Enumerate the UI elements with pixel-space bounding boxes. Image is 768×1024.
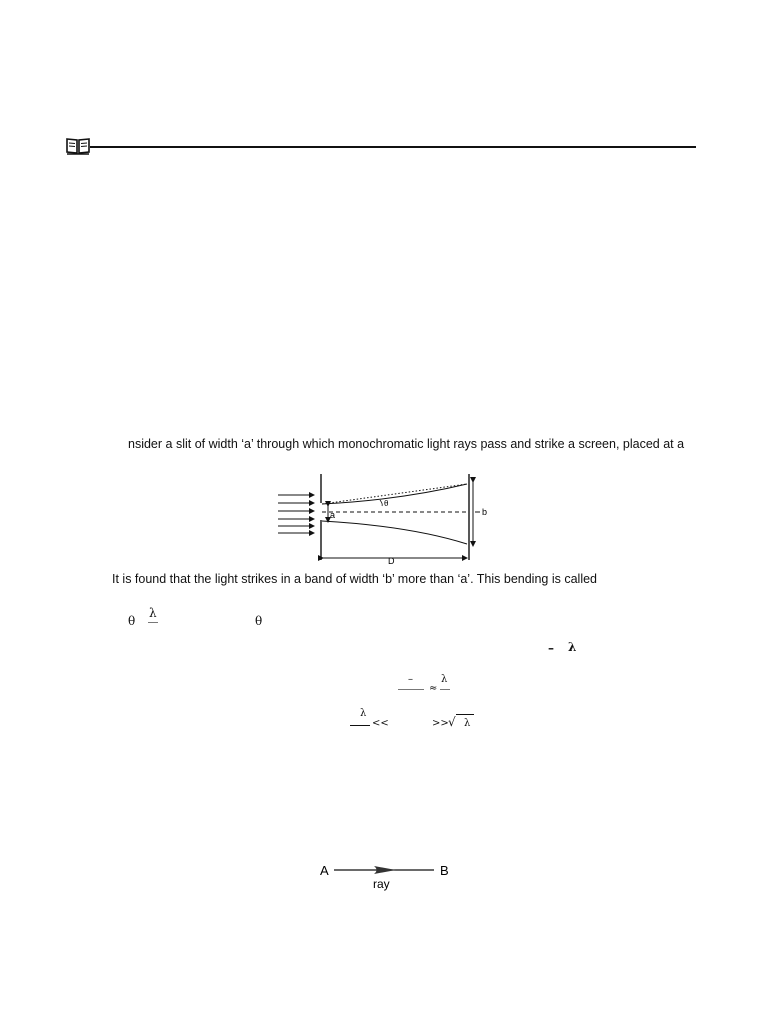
intro-text: nsider a slit of width ‘a’ through which monochromatic light rays pass and strike a screen, placed at a [128, 437, 685, 451]
slit-diffraction-figure [270, 468, 500, 572]
band-width-label: b [482, 507, 488, 517]
ray-label: ray [373, 877, 390, 891]
point-b-label: B [440, 863, 449, 878]
fraction-bar-3 [440, 689, 450, 690]
ray-diagram [316, 860, 456, 894]
ray-arrow-icon [374, 866, 396, 874]
dash-symbol-2: – [408, 674, 413, 685]
dash-symbol: – [548, 641, 554, 655]
much-less-symbol: << [372, 718, 389, 729]
fraction-bar-2 [398, 689, 424, 690]
open-book-icon [66, 137, 90, 155]
geometric-edge [322, 484, 467, 504]
point-a-label: A [320, 863, 329, 878]
lambda-symbol-2: λ [568, 640, 577, 654]
sqrt-symbol: √ [448, 715, 456, 729]
distance-label: D [388, 556, 395, 566]
approx-symbol: ≈ [429, 683, 438, 694]
lambda-symbol-3: λ [441, 674, 448, 685]
theta-symbol-2: θ [255, 614, 263, 628]
theta-symbol: θ [128, 614, 136, 628]
slit-width-label: a [330, 510, 336, 520]
angle-label: θ [384, 499, 389, 508]
beam-lower-edge [322, 521, 467, 544]
fraction-bar-4 [350, 725, 370, 726]
finding-text: It is found that the light strikes in a band of width ‘b’ more than ‘a’. This bending is called [112, 572, 597, 586]
sqrt-vinculum [456, 714, 474, 715]
lambda-symbol-5: λ [464, 718, 471, 729]
lambda-symbol-4: λ [360, 708, 367, 719]
header-rule [90, 146, 696, 148]
fraction-bar [148, 622, 158, 623]
incident-rays [278, 495, 314, 533]
lambda-symbol: λ [149, 606, 157, 620]
much-greater-symbol: >> [432, 718, 449, 729]
